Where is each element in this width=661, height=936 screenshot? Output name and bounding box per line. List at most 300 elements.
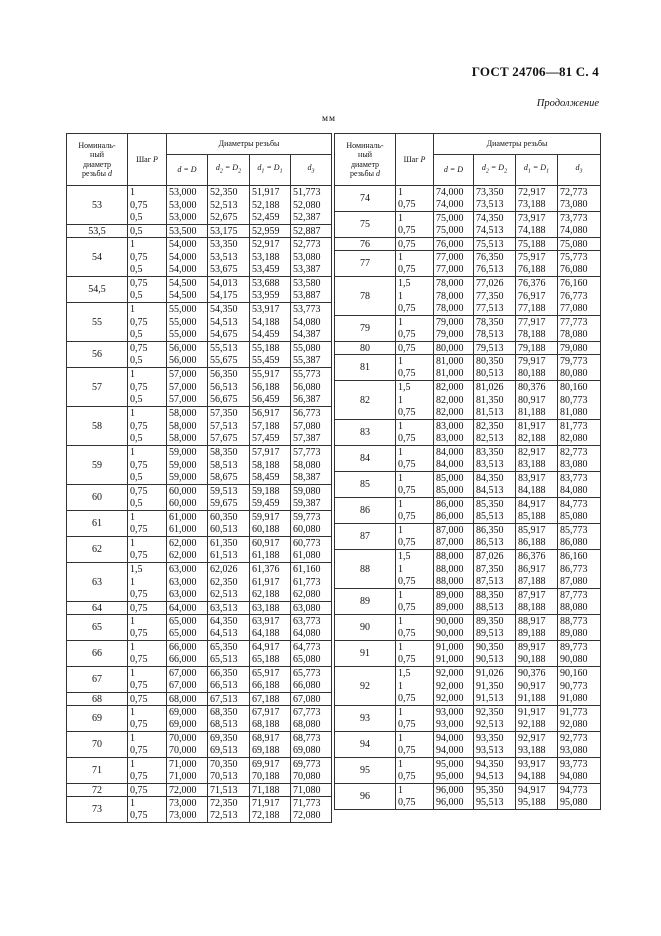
nominal-diameter-cell: 56 xyxy=(67,342,128,368)
d3-cell: 82,773 xyxy=(558,446,601,459)
d1-cell: 86,188 xyxy=(516,537,558,550)
d2-cell: 88,350 xyxy=(474,589,516,602)
pitch-cell: 0,75 xyxy=(396,342,434,355)
d-cell: 75,000 xyxy=(434,225,474,238)
d1-cell: 77,188 xyxy=(516,303,558,316)
nominal-diameter-cell: 74 xyxy=(335,186,396,212)
pitch-cell: 1 xyxy=(396,524,434,537)
pitch-cell: 0,75 xyxy=(128,771,167,784)
table-row xyxy=(335,641,601,654)
table-row xyxy=(335,251,601,264)
d-cell: 73,000 xyxy=(167,810,208,823)
d1-cell: 65,917 xyxy=(250,667,291,680)
d-cell: 79,000 xyxy=(434,316,474,329)
table-row xyxy=(67,784,332,797)
d1-cell: 90,917 xyxy=(516,680,558,693)
nominal-diameter-cell: 73 xyxy=(67,797,128,823)
d2-cell: 92,350 xyxy=(474,706,516,719)
d3-cell: 52,887 xyxy=(291,225,332,238)
d2-cell: 77,350 xyxy=(474,290,516,303)
d3-cell: 55,080 xyxy=(291,342,332,355)
d1-cell: 90,188 xyxy=(516,654,558,667)
d2-cell: 64,350 xyxy=(208,615,250,628)
d3-cell: 76,160 xyxy=(558,277,601,290)
d3-cell: 89,080 xyxy=(558,628,601,641)
d3-cell: 59,387 xyxy=(291,498,332,511)
d2-cell: 53,175 xyxy=(208,225,250,238)
pitch-cell: 0,75 xyxy=(128,277,167,290)
d-cell: 90,000 xyxy=(434,615,474,628)
d3-cell: 92,080 xyxy=(558,719,601,732)
d-cell: 85,000 xyxy=(434,472,474,485)
d3-cell: 61,773 xyxy=(291,576,332,589)
pitch-cell: 1 xyxy=(128,186,167,199)
d2-cell: 68,513 xyxy=(208,719,250,732)
pitch-cell: 0,75 xyxy=(396,602,434,615)
pitch-cell: 1 xyxy=(396,589,434,602)
d-cell: 60,000 xyxy=(167,485,208,498)
pitch-cell: 1 xyxy=(396,732,434,745)
pitch-cell: 0,75 xyxy=(128,810,167,823)
pitch-cell: 1 xyxy=(396,706,434,719)
header-pitch: Шаг P xyxy=(128,134,167,186)
d-cell: 87,000 xyxy=(434,524,474,537)
d3-cell: 85,773 xyxy=(558,524,601,537)
d3-cell: 61,160 xyxy=(291,563,332,576)
d1-cell: 84,917 xyxy=(516,498,558,511)
d-cell: 71,000 xyxy=(167,758,208,771)
nominal-diameter-cell: 96 xyxy=(335,784,396,810)
nominal-diameter-cell: 60 xyxy=(67,485,128,511)
d1-cell: 71,917 xyxy=(250,797,291,810)
d2-cell: 60,350 xyxy=(208,511,250,524)
d2-cell: 55,675 xyxy=(208,355,250,368)
d2-cell: 56,675 xyxy=(208,394,250,407)
d1-cell: 58,188 xyxy=(250,459,291,472)
d1-cell: 55,459 xyxy=(250,355,291,368)
d1-cell: 83,917 xyxy=(516,472,558,485)
d3-cell: 81,773 xyxy=(558,420,601,433)
d2-cell: 90,513 xyxy=(474,654,516,667)
d3-cell: 82,080 xyxy=(558,433,601,446)
d3-cell: 64,080 xyxy=(291,628,332,641)
d1-cell: 59,917 xyxy=(250,511,291,524)
pitch-cell: 1 xyxy=(128,368,167,381)
nominal-diameter-cell: 57 xyxy=(67,368,128,407)
nominal-diameter-cell: 86 xyxy=(335,498,396,524)
d-cell: 55,000 xyxy=(167,316,208,329)
d2-cell: 95,513 xyxy=(474,797,516,810)
pitch-cell: 1 xyxy=(396,641,434,654)
d-cell: 57,000 xyxy=(167,368,208,381)
d2-cell: 61,513 xyxy=(208,550,250,563)
d-cell: 88,000 xyxy=(434,576,474,589)
pitch-cell: 0,75 xyxy=(396,628,434,641)
nominal-diameter-cell: 68 xyxy=(67,693,128,706)
d2-cell: 78,350 xyxy=(474,316,516,329)
pitch-cell: 0,75 xyxy=(396,433,434,446)
d1-cell: 85,188 xyxy=(516,511,558,524)
d2-cell: 70,513 xyxy=(208,771,250,784)
d1-cell: 61,188 xyxy=(250,550,291,563)
d-cell: 53,000 xyxy=(167,199,208,212)
header-col-d2: $d_2 = D_2$ xyxy=(208,155,250,186)
d3-cell: 68,080 xyxy=(291,719,332,732)
pitch-cell: 1 xyxy=(396,420,434,433)
d1-cell: 86,376 xyxy=(516,550,558,563)
d-cell: 69,000 xyxy=(167,719,208,732)
table-row xyxy=(67,407,332,420)
d-cell: 61,000 xyxy=(167,511,208,524)
d3-cell: 92,773 xyxy=(558,732,601,745)
d3-cell: 58,387 xyxy=(291,472,332,485)
pitch-cell: 1 xyxy=(396,355,434,368)
d2-cell: 81,026 xyxy=(474,381,516,394)
d2-cell: 76,350 xyxy=(474,251,516,264)
d-cell: 59,000 xyxy=(167,459,208,472)
table-row xyxy=(335,316,601,329)
table-row xyxy=(67,446,332,459)
pitch-cell: 1 xyxy=(128,511,167,524)
nominal-diameter-cell: 95 xyxy=(335,758,396,784)
d1-cell: 64,917 xyxy=(250,641,291,654)
nominal-diameter-cell: 53 xyxy=(67,186,128,225)
d1-cell: 73,917 xyxy=(516,212,558,225)
d1-cell: 69,188 xyxy=(250,745,291,758)
pitch-cell: 1 xyxy=(128,667,167,680)
d3-cell: 77,080 xyxy=(558,303,601,316)
d-cell: 92,000 xyxy=(434,667,474,680)
pitch-cell: 1 xyxy=(396,212,434,225)
d1-cell: 66,188 xyxy=(250,680,291,693)
pitch-cell: 1,5 xyxy=(396,381,434,394)
d1-cell: 80,376 xyxy=(516,381,558,394)
table-row xyxy=(67,485,332,498)
d2-cell: 89,513 xyxy=(474,628,516,641)
d1-cell: 72,917 xyxy=(516,186,558,199)
d1-cell: 52,917 xyxy=(250,238,291,251)
d1-cell: 63,917 xyxy=(250,615,291,628)
d-cell: 57,000 xyxy=(167,394,208,407)
d2-cell: 61,350 xyxy=(208,537,250,550)
d-cell: 55,000 xyxy=(167,303,208,316)
d2-cell: 95,350 xyxy=(474,784,516,797)
d-cell: 90,000 xyxy=(434,628,474,641)
d1-cell: 76,376 xyxy=(516,277,558,290)
d2-cell: 54,675 xyxy=(208,329,250,342)
d2-cell: 74,513 xyxy=(474,225,516,238)
d3-cell: 80,773 xyxy=(558,394,601,407)
d3-cell: 72,773 xyxy=(558,186,601,199)
d1-cell: 79,917 xyxy=(516,355,558,368)
d-cell: 53,000 xyxy=(167,186,208,199)
nominal-diameter-cell: 72 xyxy=(67,784,128,797)
d-cell: 58,000 xyxy=(167,433,208,446)
nominal-diameter-cell: 93 xyxy=(335,706,396,732)
d1-cell: 76,188 xyxy=(516,264,558,277)
d-cell: 63,000 xyxy=(167,563,208,576)
d1-cell: 62,188 xyxy=(250,589,291,602)
d1-cell: 91,917 xyxy=(516,706,558,719)
pitch-cell: 1 xyxy=(128,238,167,251)
header-col-d1: $d_1 = D_1$ xyxy=(250,155,291,186)
d3-cell: 53,887 xyxy=(291,290,332,303)
d1-cell: 80,188 xyxy=(516,368,558,381)
d1-cell: 55,188 xyxy=(250,342,291,355)
d-cell: 81,000 xyxy=(434,355,474,368)
d3-cell: 52,387 xyxy=(291,212,332,225)
d1-cell: 71,188 xyxy=(250,784,291,797)
d3-cell: 86,080 xyxy=(558,537,601,550)
d-cell: 56,000 xyxy=(167,342,208,355)
pitch-cell: 0,75 xyxy=(396,771,434,784)
d-cell: 84,000 xyxy=(434,446,474,459)
header-nominal-diameter: Номиналь- ный диаметр резьбы d xyxy=(67,134,128,186)
d2-cell: 55,513 xyxy=(208,342,250,355)
d2-cell: 67,513 xyxy=(208,693,250,706)
pitch-cell: 0,75 xyxy=(396,485,434,498)
d2-cell: 63,513 xyxy=(208,602,250,615)
d-cell: 74,000 xyxy=(434,199,474,212)
pitch-cell: 0,75 xyxy=(128,485,167,498)
header-col-d: d = D xyxy=(167,155,208,186)
d2-cell: 68,350 xyxy=(208,706,250,719)
d-cell: 56,000 xyxy=(167,355,208,368)
d2-cell: 53,675 xyxy=(208,264,250,277)
d2-cell: 89,350 xyxy=(474,615,516,628)
d3-cell: 59,773 xyxy=(291,511,332,524)
pitch-cell: 1 xyxy=(396,251,434,264)
d-cell: 70,000 xyxy=(167,732,208,745)
d2-cell: 62,350 xyxy=(208,576,250,589)
d1-cell: 59,459 xyxy=(250,498,291,511)
pitch-cell: 1 xyxy=(128,446,167,459)
table-row xyxy=(335,550,601,563)
d1-cell: 75,188 xyxy=(516,238,558,251)
pitch-cell: 1 xyxy=(396,472,434,485)
table-row xyxy=(335,238,601,251)
d1-cell: 63,188 xyxy=(250,602,291,615)
d-cell: 82,000 xyxy=(434,407,474,420)
d2-cell: 77,513 xyxy=(474,303,516,316)
d1-cell: 91,188 xyxy=(516,693,558,706)
d3-cell: 69,080 xyxy=(291,745,332,758)
d-cell: 78,000 xyxy=(434,303,474,316)
d3-cell: 52,773 xyxy=(291,238,332,251)
table-row xyxy=(335,615,601,628)
d2-cell: 56,350 xyxy=(208,368,250,381)
pitch-cell: 0,75 xyxy=(396,576,434,589)
d-cell: 87,000 xyxy=(434,537,474,550)
d-cell: 58,000 xyxy=(167,407,208,420)
d2-cell: 69,513 xyxy=(208,745,250,758)
d1-cell: 57,917 xyxy=(250,446,291,459)
unit-label: мм xyxy=(322,114,337,124)
d-cell: 62,000 xyxy=(167,550,208,563)
d3-cell: 94,773 xyxy=(558,784,601,797)
d3-cell: 85,080 xyxy=(558,511,601,524)
d1-cell: 53,917 xyxy=(250,303,291,316)
d2-cell: 72,513 xyxy=(208,810,250,823)
d2-cell: 65,513 xyxy=(208,654,250,667)
d-cell: 53,500 xyxy=(167,225,208,238)
pitch-cell: 0,75 xyxy=(396,797,434,810)
d3-cell: 88,773 xyxy=(558,615,601,628)
d2-cell: 93,350 xyxy=(474,732,516,745)
d2-cell: 69,350 xyxy=(208,732,250,745)
d2-cell: 66,513 xyxy=(208,680,250,693)
d3-cell: 71,080 xyxy=(291,784,332,797)
d3-cell: 68,773 xyxy=(291,732,332,745)
pitch-cell: 0,75 xyxy=(128,251,167,264)
d2-cell: 76,513 xyxy=(474,264,516,277)
pitch-cell: 0,75 xyxy=(128,524,167,537)
thread-table-left xyxy=(66,133,332,823)
d2-cell: 81,513 xyxy=(474,407,516,420)
d3-cell: 93,080 xyxy=(558,745,601,758)
d1-cell: 74,188 xyxy=(516,225,558,238)
d3-cell: 71,773 xyxy=(291,797,332,810)
nominal-diameter-cell: 71 xyxy=(67,758,128,784)
d3-cell: 64,773 xyxy=(291,641,332,654)
nominal-diameter-cell: 88 xyxy=(335,550,396,589)
d1-cell: 90,376 xyxy=(516,667,558,680)
pitch-cell: 1 xyxy=(396,615,434,628)
d-cell: 59,000 xyxy=(167,446,208,459)
d-cell: 91,000 xyxy=(434,654,474,667)
d1-cell: 56,188 xyxy=(250,381,291,394)
table-row xyxy=(335,342,601,355)
pitch-cell: 1 xyxy=(396,290,434,303)
d3-cell: 66,080 xyxy=(291,680,332,693)
nominal-diameter-cell: 87 xyxy=(335,524,396,550)
d3-cell: 53,580 xyxy=(291,277,332,290)
d2-cell: 84,350 xyxy=(474,472,516,485)
d-cell: 71,000 xyxy=(167,771,208,784)
pitch-cell: 0,5 xyxy=(128,355,167,368)
pitch-cell: 0,5 xyxy=(128,394,167,407)
table-row xyxy=(335,212,601,225)
d3-cell: 54,080 xyxy=(291,316,332,329)
nominal-diameter-cell: 83 xyxy=(335,420,396,446)
d1-cell: 81,917 xyxy=(516,420,558,433)
pitch-cell: 1 xyxy=(396,498,434,511)
d1-cell: 93,917 xyxy=(516,758,558,771)
d-cell: 54,000 xyxy=(167,251,208,264)
pitch-cell: 0,5 xyxy=(128,498,167,511)
d1-cell: 52,459 xyxy=(250,212,291,225)
d1-cell: 57,188 xyxy=(250,420,291,433)
d3-cell: 91,080 xyxy=(558,693,601,706)
d1-cell: 67,917 xyxy=(250,706,291,719)
pitch-cell: 1 xyxy=(128,303,167,316)
d2-cell: 75,513 xyxy=(474,238,516,251)
d-cell: 93,000 xyxy=(434,719,474,732)
d3-cell: 84,773 xyxy=(558,498,601,511)
pitch-cell: 0,75 xyxy=(128,680,167,693)
header-col-d: d = D xyxy=(434,155,474,186)
d3-cell: 87,773 xyxy=(558,589,601,602)
d3-cell: 86,773 xyxy=(558,563,601,576)
d3-cell: 89,773 xyxy=(558,641,601,654)
pitch-cell: 1 xyxy=(396,446,434,459)
d1-cell: 87,188 xyxy=(516,576,558,589)
d3-cell: 91,773 xyxy=(558,706,601,719)
d3-cell: 62,080 xyxy=(291,589,332,602)
d2-cell: 87,350 xyxy=(474,563,516,576)
d-cell: 86,000 xyxy=(434,498,474,511)
d2-cell: 62,513 xyxy=(208,589,250,602)
d-cell: 54,500 xyxy=(167,277,208,290)
d1-cell: 60,188 xyxy=(250,524,291,537)
d-cell: 74,000 xyxy=(434,186,474,199)
pitch-cell: 0,75 xyxy=(396,719,434,732)
d-cell: 66,000 xyxy=(167,654,208,667)
d1-cell: 88,917 xyxy=(516,615,558,628)
d2-cell: 91,026 xyxy=(474,667,516,680)
d2-cell: 93,513 xyxy=(474,745,516,758)
d-cell: 96,000 xyxy=(434,784,474,797)
d1-cell: 64,188 xyxy=(250,628,291,641)
nominal-diameter-cell: 76 xyxy=(335,238,396,251)
table-row xyxy=(335,758,601,771)
pitch-cell: 0,5 xyxy=(128,433,167,446)
pitch-cell: 1 xyxy=(396,758,434,771)
d-cell: 75,000 xyxy=(434,212,474,225)
table-row xyxy=(67,511,332,524)
d1-cell: 55,917 xyxy=(250,368,291,381)
d1-cell: 65,188 xyxy=(250,654,291,667)
d2-cell: 80,350 xyxy=(474,355,516,368)
d1-cell: 83,188 xyxy=(516,459,558,472)
pitch-cell: 1,5 xyxy=(128,563,167,576)
thread-table-right xyxy=(334,133,601,810)
d1-cell: 84,188 xyxy=(516,485,558,498)
d1-cell: 53,959 xyxy=(250,290,291,303)
table-row xyxy=(67,537,332,550)
nominal-diameter-cell: 64 xyxy=(67,602,128,615)
d1-cell: 85,917 xyxy=(516,524,558,537)
d-cell: 55,000 xyxy=(167,329,208,342)
pitch-cell: 0,5 xyxy=(128,472,167,485)
table-row xyxy=(67,615,332,628)
d3-cell: 74,080 xyxy=(558,225,601,238)
pitch-cell: 0,75 xyxy=(128,654,167,667)
d2-cell: 77,026 xyxy=(474,277,516,290)
d3-cell: 52,080 xyxy=(291,199,332,212)
d3-cell: 79,773 xyxy=(558,355,601,368)
d-cell: 94,000 xyxy=(434,745,474,758)
pitch-cell: 0,75 xyxy=(396,693,434,706)
d2-cell: 57,513 xyxy=(208,420,250,433)
nominal-diameter-cell: 59 xyxy=(67,446,128,485)
d2-cell: 62,026 xyxy=(208,563,250,576)
d-cell: 85,000 xyxy=(434,485,474,498)
nominal-diameter-cell: 61 xyxy=(67,511,128,537)
d2-cell: 57,675 xyxy=(208,433,250,446)
d-cell: 93,000 xyxy=(434,706,474,719)
d1-cell: 82,917 xyxy=(516,446,558,459)
d3-cell: 78,080 xyxy=(558,329,601,342)
d-cell: 83,000 xyxy=(434,433,474,446)
d2-cell: 73,350 xyxy=(474,186,516,199)
d2-cell: 92,513 xyxy=(474,719,516,732)
d-cell: 82,000 xyxy=(434,394,474,407)
d-cell: 89,000 xyxy=(434,602,474,615)
d2-cell: 79,513 xyxy=(474,342,516,355)
d-cell: 61,000 xyxy=(167,524,208,537)
nominal-diameter-cell: 79 xyxy=(335,316,396,342)
